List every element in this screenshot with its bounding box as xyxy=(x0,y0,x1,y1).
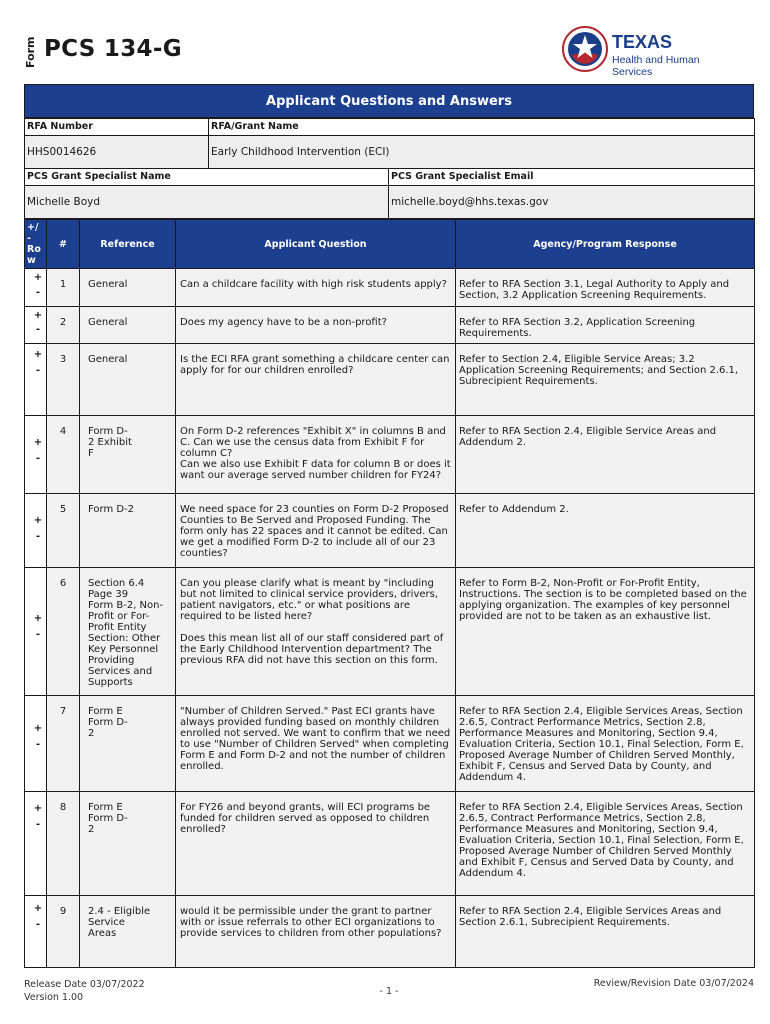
row-response[interactable]: Refer to Addendum 2. xyxy=(456,494,755,568)
row-number: 5 xyxy=(47,494,80,568)
row-control-header: +/ - Ro w xyxy=(25,220,47,269)
row-question[interactable]: would it be permissible under the grant to partner with or issue referrals to other ECI organizations to provide services to children from other populations? xyxy=(176,896,456,968)
form-number: PCS 134-G xyxy=(44,36,182,62)
row-reference[interactable]: Form D- 2 Exhibit F xyxy=(80,416,176,494)
version-label: Version 1.00 xyxy=(24,992,84,1003)
section-banner: Applicant Questions and Answers xyxy=(24,84,754,118)
table-row xyxy=(25,896,755,968)
add-row-button[interactable]: + xyxy=(33,437,43,448)
questions-header xyxy=(25,220,755,269)
table-row xyxy=(25,307,755,344)
remove-row-button[interactable]: - xyxy=(35,453,41,464)
row-response[interactable]: Refer to RFA Section 2.4, Eligible Services Areas and Section 2.6.1, Subrecipient Requirements. xyxy=(456,896,755,968)
row-response[interactable]: Refer to RFA Section 2.4, Eligible Service Areas and Addendum 2. xyxy=(456,416,755,494)
rfa-info-table xyxy=(24,118,755,219)
row-controls xyxy=(25,896,47,968)
remove-row-button[interactable]: - xyxy=(35,531,41,542)
row-reference[interactable]: Form E Form D- 2 xyxy=(80,696,176,792)
remove-row-button[interactable]: - xyxy=(35,739,41,750)
row-question[interactable]: Does my agency have to be a non-profit? xyxy=(176,307,456,344)
row-number: 8 xyxy=(47,792,80,896)
specialist-email-field[interactable]: michelle.boyd@hhs.texas.gov xyxy=(389,186,755,219)
add-row-button[interactable]: + xyxy=(33,903,43,914)
remove-row-button[interactable]: - xyxy=(35,629,41,640)
add-row-button[interactable]: + xyxy=(33,310,43,321)
row-question[interactable]: For FY26 and beyond grants, will ECI programs be funded for children served as opposed to children enrolled? xyxy=(176,792,456,896)
rfa-number-label: RFA Number xyxy=(25,119,209,136)
row-question[interactable]: Can you please clarify what is meant by "including but not limited to clinical service providers, drivers, patient navigators, etc." or what positions are required to be listed here? Does this mean list all of our staff considered part of the Early Childhood Intervention department? The previous RFA did not have this section on this form. xyxy=(176,568,456,696)
table-row xyxy=(25,494,755,568)
row-reference[interactable]: Form D-2 xyxy=(80,494,176,568)
specialist-name-field[interactable]: Michelle Boyd xyxy=(25,186,389,219)
row-reference[interactable]: General xyxy=(80,307,176,344)
logo-title: TEXAS xyxy=(612,32,673,52)
row-number: 4 xyxy=(47,416,80,494)
row-controls xyxy=(25,696,47,792)
form-label: Form xyxy=(24,36,37,68)
table-row xyxy=(25,344,755,416)
row-controls xyxy=(25,344,47,416)
row-number: 7 xyxy=(47,696,80,792)
texas-star-seal-icon xyxy=(562,26,608,72)
rfa-name-field[interactable]: Early Childhood Intervention (ECI) xyxy=(209,136,755,169)
specialist-email-label: PCS Grant Specialist Email xyxy=(389,169,755,186)
logo-subtitle: Health and Human Services xyxy=(612,54,700,78)
add-row-button[interactable]: + xyxy=(33,515,43,526)
remove-row-button[interactable]: - xyxy=(35,919,41,930)
row-reference[interactable]: General xyxy=(80,344,176,416)
row-response[interactable]: Refer to Form B-2, Non-Profit or For-Profit Entity, Instructions. The section is to be completed based on the applying organization. The examples of key personnel provided are not to be taken as an exhaustive list. xyxy=(456,568,755,696)
row-response[interactable]: Refer to RFA Section 2.4, Eligible Services Areas, Section 2.6.5, Contract Performance Metrics, Section 2.8, Performance Measures and Monitoring, Section 9.4, Evaluation Criteria, Section 10.1, Final Selection, Form E, Proposed Average Number of Children Served Monthly and Exhibit F, Census and Served Data by County, and Addendum 4. xyxy=(456,792,755,896)
row-controls xyxy=(25,416,47,494)
row-number: 1 xyxy=(47,269,80,307)
remove-row-button[interactable]: - xyxy=(35,324,41,335)
hhs-logo xyxy=(562,24,742,76)
row-response[interactable]: Refer to Section 2.4, Eligible Service Areas; 3.2 Application Screening Requirements; and Section 2.6.1, Subrecipient Requirements. xyxy=(456,344,755,416)
row-controls xyxy=(25,269,47,307)
row-reference[interactable]: Section 6.4 Page 39 Form B-2, Non- Profit or For- Profit Entity Section: Other Key Personnel Providing Services and Supports xyxy=(80,568,176,696)
row-question[interactable]: We need space for 23 counties on Form D-2 Proposed Counties to Be Served and Proposed Funding. The form only has 22 spaces and it cannot be edited. Can we get a modified Form D-2 to include all of our 23 counties? xyxy=(176,494,456,568)
row-controls xyxy=(25,494,47,568)
row-number: 2 xyxy=(47,307,80,344)
form-sheet xyxy=(24,84,754,968)
revision-date: Review/Revision Date 03/07/2024 xyxy=(593,978,754,989)
row-question[interactable]: "Number of Children Served." Past ECI grants have always provided funding based on monthly children enrolled not served. We want to confirm that we need to use "Number of Children Served" when completing Form E and Form D-2 and not the number of children enrolled. xyxy=(176,696,456,792)
rfa-number-field[interactable]: HHS0014626 xyxy=(25,136,209,169)
questions-table xyxy=(24,219,755,968)
row-number: 6 xyxy=(47,568,80,696)
add-row-button[interactable]: + xyxy=(33,723,43,734)
row-question[interactable]: Is the ECI RFA grant something a childcare center can apply for for our children enrolled? xyxy=(176,344,456,416)
specialist-name-label: PCS Grant Specialist Name xyxy=(25,169,389,186)
row-response[interactable]: Refer to RFA Section 2.4, Eligible Services Areas, Section 2.6.5, Contract Performance Metrics, Section 2.8, Performance Measures and Monitoring, Section 9.4, Evaluation Criteria, Section 10.1, Final Selection, Form E, Proposed Average Number of Children Served Monthly, Exhibit F, Census and Served Data by County, and Addendum 4. xyxy=(456,696,755,792)
rfa-name-label: RFA/Grant Name xyxy=(209,119,755,136)
table-row xyxy=(25,568,755,696)
add-row-button[interactable]: + xyxy=(33,613,43,624)
form-header xyxy=(24,22,754,78)
row-controls xyxy=(25,568,47,696)
row-question[interactable]: Can a childcare facility with high risk students apply? xyxy=(176,269,456,307)
release-date: Release Date 03/07/2022 xyxy=(24,979,145,990)
row-controls xyxy=(25,792,47,896)
question-header: Applicant Question xyxy=(176,220,456,269)
reference-header: Reference xyxy=(80,220,176,269)
remove-row-button[interactable]: - xyxy=(35,819,41,830)
remove-row-button[interactable]: - xyxy=(35,365,41,376)
table-row xyxy=(25,416,755,494)
number-header: # xyxy=(47,220,80,269)
row-number: 9 xyxy=(47,896,80,968)
add-row-button[interactable]: + xyxy=(33,803,43,814)
row-reference[interactable]: Form E Form D- 2 xyxy=(80,792,176,896)
table-row xyxy=(25,696,755,792)
row-response[interactable]: Refer to RFA Section 3.1, Legal Authority to Apply and Section, 3.2 Application Screening Requirements. xyxy=(456,269,755,307)
remove-row-button[interactable]: - xyxy=(35,287,41,298)
table-row xyxy=(25,792,755,896)
page-number: - 1 - xyxy=(379,986,399,997)
add-row-button[interactable]: + xyxy=(33,272,43,283)
response-header: Agency/Program Response xyxy=(456,220,755,269)
add-row-button[interactable]: + xyxy=(33,349,43,360)
row-number: 3 xyxy=(47,344,80,416)
row-response[interactable]: Refer to RFA Section 3.2, Application Screening Requirements. xyxy=(456,307,755,344)
row-question[interactable]: On Form D-2 references "Exhibit X" in columns B and C. Can we use the census data from Exhibit F for column C? Can we also use Exhibit F data for column B or does it want our average served number children for FY24? xyxy=(176,416,456,494)
table-row xyxy=(25,269,755,307)
row-controls xyxy=(25,307,47,344)
row-reference[interactable]: General xyxy=(80,269,176,307)
row-reference[interactable]: 2.4 - Eligible Service Areas xyxy=(80,896,176,968)
